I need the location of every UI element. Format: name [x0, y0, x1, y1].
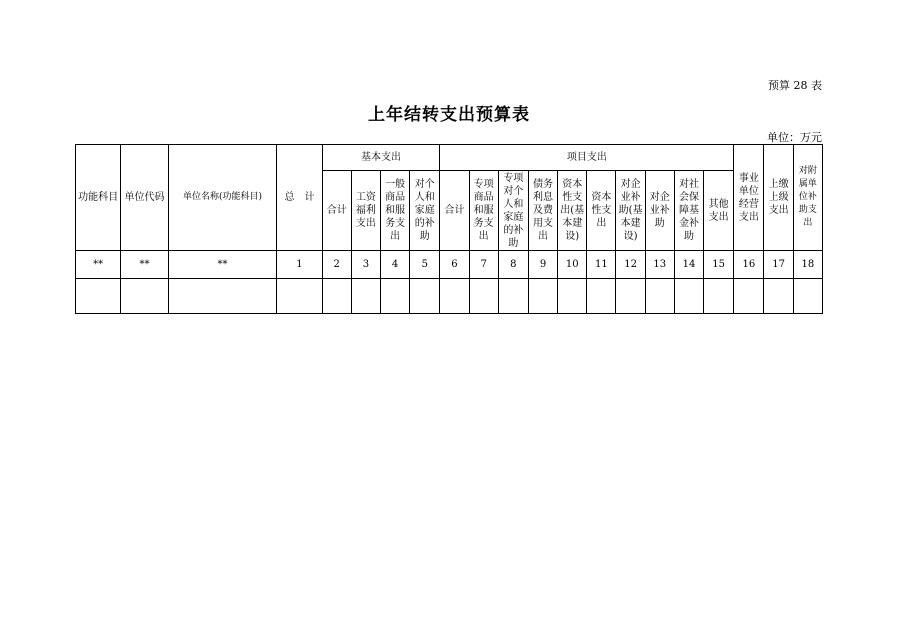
index-cell: 16 [734, 251, 764, 279]
index-cell: 18 [793, 251, 822, 279]
empty-cell [322, 279, 351, 314]
header-project-capital-construction: 资本性支出(基本建设) [558, 171, 587, 251]
header-project-subtotal: 合计 [440, 171, 469, 251]
index-cell: ** [168, 251, 277, 279]
index-row [76, 251, 823, 279]
index-cell: ** [121, 251, 168, 279]
index-cell: 3 [351, 251, 380, 279]
empty-cell [168, 279, 277, 314]
form-number: 预算 28 表 [768, 79, 822, 92]
table-row [76, 279, 823, 314]
empty-cell [277, 279, 322, 314]
empty-cell [616, 279, 645, 314]
unit-label: 单位：万元 [767, 131, 822, 144]
index-cell: ** [76, 251, 121, 279]
header-project-expenditure: 项目支出 [440, 145, 734, 171]
index-cell: 10 [558, 251, 587, 279]
empty-cell [645, 279, 674, 314]
index-cell: 8 [498, 251, 528, 279]
header-subsidiary-subsidy: 对附属单位补助支出 [793, 145, 822, 251]
header-superior-payment: 上缴上级支出 [764, 145, 793, 251]
index-cell: 2 [322, 251, 351, 279]
header-unit-name: 单位名称(功能科目) [168, 145, 277, 251]
header-project-debt-interest: 债务利息及费用支出 [528, 171, 557, 251]
index-cell: 6 [440, 251, 469, 279]
header-basic-expenditure: 基本支出 [322, 145, 440, 171]
index-cell: 9 [528, 251, 557, 279]
header-basic-salary: 工资福利支出 [351, 171, 380, 251]
empty-cell [558, 279, 587, 314]
empty-cell [764, 279, 793, 314]
empty-cell [351, 279, 380, 314]
header-project-enterprise-subsidy-construction: 对企业补助(基本建设) [616, 171, 645, 251]
empty-cell [440, 279, 469, 314]
index-cell: 11 [587, 251, 616, 279]
header-project-social-security-fund: 对社会保障基金补助 [674, 171, 703, 251]
header-project-other: 其他支出 [704, 171, 734, 251]
header-basic-goods-services: 一般商品和服务支出 [380, 171, 409, 251]
empty-cell [734, 279, 764, 314]
index-cell: 1 [277, 251, 322, 279]
empty-cell [469, 279, 498, 314]
header-project-capital: 资本性支出 [587, 171, 616, 251]
empty-cell [410, 279, 440, 314]
empty-cell [498, 279, 528, 314]
empty-cell [121, 279, 168, 314]
header-unit-code: 单位代码 [121, 145, 168, 251]
budget-table [75, 144, 823, 314]
header-basic-subtotal: 合计 [322, 171, 351, 251]
empty-cell [380, 279, 409, 314]
empty-cell [587, 279, 616, 314]
index-cell: 15 [704, 251, 734, 279]
header-total: 总 计 [277, 145, 322, 251]
index-cell: 12 [616, 251, 645, 279]
page-title: 上年结转支出预算表 [368, 105, 530, 125]
index-cell: 4 [380, 251, 409, 279]
empty-cell [793, 279, 822, 314]
empty-cell [704, 279, 734, 314]
empty-cell [674, 279, 703, 314]
empty-cell [528, 279, 557, 314]
index-cell: 13 [645, 251, 674, 279]
index-cell: 14 [674, 251, 703, 279]
header-business-unit-expenditure: 事业单位经营支出 [734, 145, 764, 251]
header-project-enterprise-subsidy: 对企业补助 [645, 171, 674, 251]
header-func-subject: 功能科目 [76, 145, 121, 251]
header-project-personal-subsidy: 专项对个人和家庭的补助 [498, 171, 528, 251]
header-project-goods-services: 专项商品和服务支出 [469, 171, 498, 251]
index-cell: 7 [469, 251, 498, 279]
index-cell: 17 [764, 251, 793, 279]
empty-cell [76, 279, 121, 314]
header-basic-personal-subsidy: 对个人和家庭的补助 [410, 171, 440, 251]
index-cell: 5 [410, 251, 440, 279]
